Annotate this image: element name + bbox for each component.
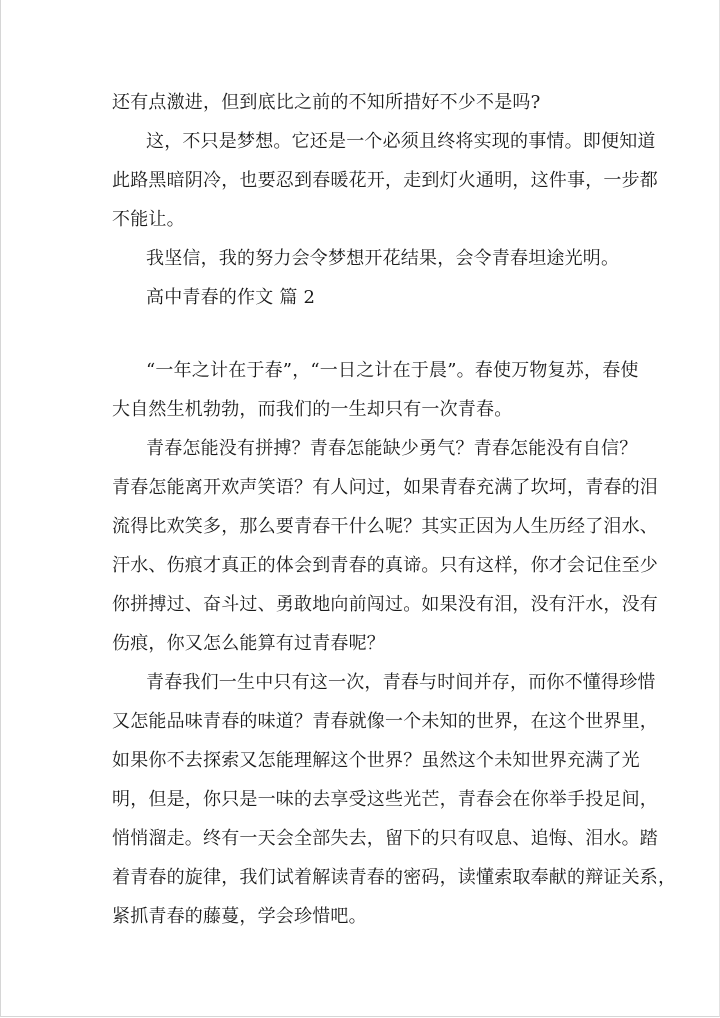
paragraph-first-line: 这，不只是梦想。它还是一个必须且终将实现的事情。即便知道: [146, 131, 656, 152]
text-line: 你拼搏过、奋斗过、勇敢地向前闯过。如果没有泪，没有汗水，没有: [112, 594, 658, 615]
paragraph-first-line: 我坚信，我的努力会令梦想开花结果，会令青春坦途光明。: [146, 248, 620, 269]
text-line: 流得比欢笑多，那么要青春干什么呢？其实正因为人生历经了泪水、: [112, 516, 658, 537]
text-line: 悄悄溜走。终有一天会全部失去，留下的只有叹息、追悔、泪水。踏: [112, 828, 658, 849]
text-line: 还有点激进，但到底比之前的不知所措好不少不是吗?: [112, 92, 541, 113]
text-line: 着青春的旋律，我们试着解读青春的密码，读懂索取奉献的辩证关系，: [112, 867, 677, 888]
text-line: 不能让。: [112, 209, 185, 230]
text-line: 伤痕，你又怎么能算有过青春呢？: [112, 633, 385, 654]
text-line: 如果你不去探索又怎能理解这个世界？虽然这个未知世界充满了光: [112, 750, 640, 771]
text-line: 又怎能品味青春的味道？青春就像一个未知的世界，在这个世界里，: [112, 711, 658, 732]
text-line: 汗水、伤痕才真正的体会到青春的真谛。只有这样，你才会记住至少: [112, 555, 658, 576]
text-line: 大自然生机勃勃，而我们的一生却只有一次青春。: [112, 399, 513, 420]
text-line: 青春怎能离开欢声笑语？有人问过，如果青春充满了坎坷，青春的泪: [112, 477, 658, 498]
section-heading: 高中青春的作文 篇 2: [146, 287, 316, 308]
paragraph-first-line: “一年之计在于春”，“一日之计在于晨”。春使万物复苏，春使: [146, 360, 639, 381]
paragraph-first-line: 青春怎能没有拼搏？青春怎能缺少勇气？青春怎能没有自信？: [146, 438, 638, 459]
text-line: 紧抓青春的藤蔓，学会珍惜吧。: [112, 906, 367, 927]
text-line: 此路黑暗阴冷，也要忍到春暖花开，走到灯火通明，这件事，一步都: [112, 170, 658, 191]
paragraph-first-line: 青春我们一生中只有这一次，青春与时间并存，而你不懂得珍惜: [146, 672, 656, 693]
text-line: 明，但是，你只是一味的去享受这些光芒，青春会在你举手投足间，: [112, 789, 658, 810]
